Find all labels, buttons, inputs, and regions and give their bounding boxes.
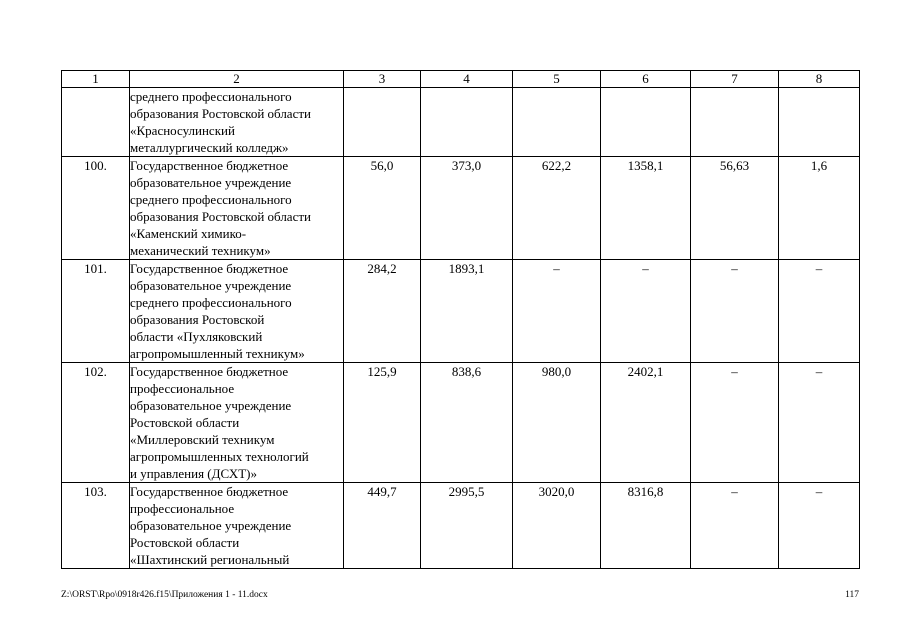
table-row [62, 260, 860, 363]
institution-name-line: области «Пухляковский [130, 329, 263, 344]
value-cell-col-3 [344, 88, 421, 157]
institution-name-line: образовательное учреждение [130, 398, 292, 413]
institution-name-line: «Красносулинский [130, 123, 235, 138]
value-cell-col-5: 980,0 [513, 363, 601, 483]
table-row [62, 157, 860, 260]
row-number: 100. [62, 157, 130, 260]
value-cell-col-8 [779, 88, 860, 157]
column-header: 3 [344, 71, 421, 88]
institution-name [130, 260, 344, 363]
value-cell-col-5: 3020,0 [513, 483, 601, 569]
column-header: 6 [601, 71, 691, 88]
institution-name-line: Ростовской области [130, 535, 240, 550]
institution-name-line: Государственное бюджетное [130, 484, 289, 499]
value-cell-col-6: 8316,8 [601, 483, 691, 569]
value-cell-col-5: – [513, 260, 601, 363]
value-cell-col-6: – [601, 260, 691, 363]
institution-name-line: Государственное бюджетное [130, 364, 289, 379]
value-cell-col-6: 1358,1 [601, 157, 691, 260]
value-cell-col-8: – [779, 260, 860, 363]
table-row [62, 88, 860, 157]
institution-name [130, 363, 344, 483]
institution-name-line: и управления (ДСХТ)» [130, 466, 257, 481]
data-table [61, 70, 860, 569]
value-cell-col-4: 373,0 [421, 157, 513, 260]
value-cell-col-4: 838,6 [421, 363, 513, 483]
value-cell-col-4: 2995,5 [421, 483, 513, 569]
institution-name [130, 483, 344, 569]
column-header: 2 [130, 71, 344, 88]
column-header: 1 [62, 71, 130, 88]
value-cell-col-5: 622,2 [513, 157, 601, 260]
institution-name-line: агропромышленный техникум» [130, 346, 305, 361]
institution-name-line: Государственное бюджетное [130, 158, 289, 173]
value-cell-col-8: – [779, 363, 860, 483]
value-cell-col-4: 1893,1 [421, 260, 513, 363]
institution-name [130, 88, 344, 157]
value-cell-col-3: 125,9 [344, 363, 421, 483]
value-cell-col-8: 1,6 [779, 157, 860, 260]
institution-name [130, 157, 344, 260]
institution-name-line: «Миллеровский техникум [130, 432, 275, 447]
column-header: 7 [691, 71, 779, 88]
column-header: 4 [421, 71, 513, 88]
footer-file-path: Z:\ORST\Rpo\0918r426.f15\Приложения 1 - 11.docx [61, 590, 268, 600]
value-cell-col-3: 56,0 [344, 157, 421, 260]
institution-name-line: профессиональное [130, 381, 235, 396]
institution-name-line: агропромышленных технологий [130, 449, 309, 464]
row-number: 101. [62, 260, 130, 363]
column-header: 5 [513, 71, 601, 88]
institution-name-line: механический техникум» [130, 243, 271, 258]
value-cell-col-7: – [691, 260, 779, 363]
value-cell-col-7: – [691, 363, 779, 483]
header-row [62, 71, 860, 88]
row-number: 103. [62, 483, 130, 569]
value-cell-col-7: 56,63 [691, 157, 779, 260]
value-cell-col-6 [601, 88, 691, 157]
value-cell-col-6: 2402,1 [601, 363, 691, 483]
table-row [62, 483, 860, 569]
institution-name-line: «Каменский химико- [130, 226, 247, 241]
value-cell-col-3: 449,7 [344, 483, 421, 569]
institution-name-line: образования Ростовской области [130, 209, 311, 224]
institution-name-line: образовательное учреждение [130, 175, 292, 190]
institution-name-line: Ростовской области [130, 415, 240, 430]
row-number [62, 88, 130, 157]
institution-name-line: среднего профессионального [130, 295, 292, 310]
institution-name-line: среднего профессионального [130, 89, 292, 104]
column-header: 8 [779, 71, 860, 88]
value-cell-col-7 [691, 88, 779, 157]
institution-name-line: образования Ростовской [130, 312, 265, 327]
institution-name-line: «Шахтинский региональный [130, 552, 290, 567]
footer-page-number: 117 [845, 590, 859, 600]
table-body [62, 88, 860, 569]
value-cell-col-3: 284,2 [344, 260, 421, 363]
institution-name-line: образования Ростовской области [130, 106, 311, 121]
institution-name-line: образовательное учреждение [130, 518, 292, 533]
institution-name-line: среднего профессионального [130, 192, 292, 207]
institution-name-line: профессиональное [130, 501, 235, 516]
value-cell-col-4 [421, 88, 513, 157]
institution-name-line: образовательное учреждение [130, 278, 292, 293]
institution-name-line: металлургический колледж» [130, 140, 289, 155]
value-cell-col-7: – [691, 483, 779, 569]
institution-name-line: Государственное бюджетное [130, 261, 289, 276]
row-number: 102. [62, 363, 130, 483]
value-cell-col-8: – [779, 483, 860, 569]
value-cell-col-5 [513, 88, 601, 157]
table-row [62, 363, 860, 483]
